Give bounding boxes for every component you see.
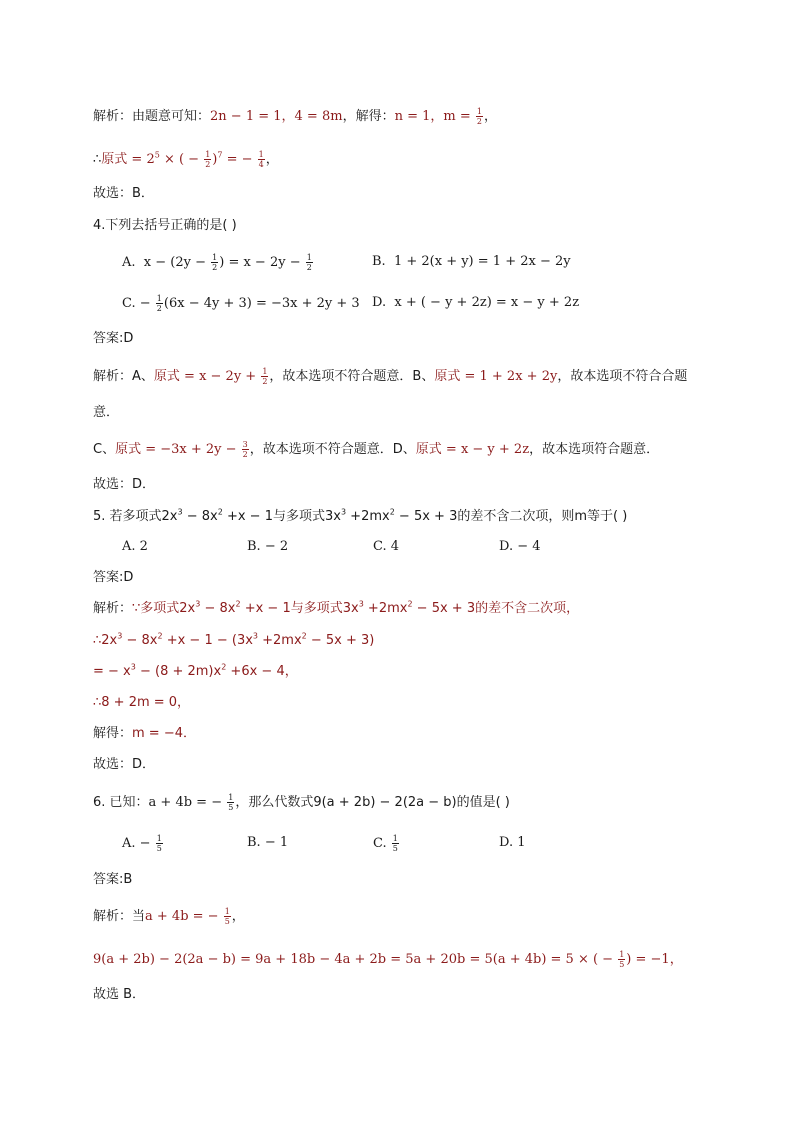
punct: ， (265, 152, 279, 167)
q5-option-b: B. − 2 (247, 539, 289, 554)
q6-option-c: C. $\frac{1}{5}$ (373, 834, 398, 853)
result-expression: 原式 = $2^5$ × ( − $\frac{1}{2}$ )$^7$ = − $\frac{1}{4}$ (101, 150, 264, 169)
q5-stem: 5. 若多项式$2x^3 - 8x^2 +x - 1$与多项式$3x^3 +2mx^2 - 5x + 3$的差不含二次项，则m等于( ) (93, 507, 628, 524)
q4-analysis-wrap: 意． (93, 405, 120, 420)
q5-analysis-line-4: ∴8 + 2m = 0， (93, 695, 191, 710)
q6-option-b: B. − 1 (247, 835, 289, 850)
analysis-text: 由题意可知： (132, 109, 211, 124)
q5-analysis-line-3: = − $x^3 - (8 + 2m)x^2 +6x - 4$， (93, 662, 298, 679)
equation: 2n − 1 = 1，4 = 8m (210, 109, 343, 124)
q4-answer: 答案:D (93, 331, 134, 346)
q4-analysis-line-1: 解析：A、原式 = x − 2y + $\frac{1}{2}$ ，故本选项不符合题意．B、原式 = 1 + 2x + 2y，故本选项不符合合题 (93, 367, 688, 386)
q3-choice: 故选：B． (93, 186, 154, 201)
solution: n = 1，m = $\frac{1}{2}$ (394, 107, 482, 126)
q6-analysis-line-1: 解析：当a + 4b = − $\frac{1}{5}$ ， (93, 907, 245, 926)
q3-result-line (93, 150, 279, 169)
q5-choice: 故选：D． (93, 757, 156, 772)
q5-analysis-line-1: 解析：∵多项式$2x^3 - 8x^2 +x - 1$与多项式$3x^3 +2mx^2 - 5x + 3$的差不含二次项， (93, 599, 580, 616)
q6-choice: 故选 B． (93, 987, 146, 1002)
q4-option-d: D. x + ( − y + 2z) = x − y + 2z (372, 295, 580, 310)
q6-option-a: A. − $\frac{1}{5}$ (122, 834, 162, 853)
q4-option-c: C. − $\frac{1}{2}$ (6x − 4y + 3) = −3x + 2y + 3 (122, 294, 360, 313)
q4-stem: 4.下列去括号正确的是( ) (93, 218, 237, 233)
q5-option-c: C. 4 (373, 539, 400, 554)
analysis-label: 解析： (93, 109, 133, 124)
q4-option-a: A. x − (2y − $\frac{1}{2}$ ) = x − 2y − $\frac{1}{2}$ (122, 253, 312, 272)
q5-analysis-line-2: $\therefore 2x^3 - 8x^2 +x - 1 - (3x^3 +2mx^2 - 5x + 3)$ (93, 631, 375, 648)
q6-analysis-line-2: 9(a + 2b) − 2(2a − b) = 9a + 18b − 4a + 2b = 5a + 20b = 5(a + 4b) = 5 × ( − $\frac{1}{5}$ ) = −1， (93, 950, 683, 969)
q5-option-a: A. 2 (122, 539, 148, 554)
q5-option-d: D. − 4 (499, 539, 541, 554)
therefore-symbol: ∴ (93, 152, 102, 167)
q6-answer: 答案:B (93, 872, 133, 887)
q4-analysis-line-2: C、原式 = −3x + 2y − $\frac{3}{2}$ ，故本选项不符合题意．D、原式 = x − y + 2z，故本选项符合题意． (93, 440, 660, 459)
q6-stem: 6. 已知：a + 4b = − $\frac{1}{5}$ ，那么代数式9(a + 2b) − 2(2a − b)的值是( ) (93, 793, 510, 812)
analysis-text: ，解得： (342, 109, 395, 124)
q4-choice: 故选：D． (93, 477, 156, 492)
q4-option-b: B. 1 + 2(x + y) = 1 + 2x − 2y (372, 254, 571, 269)
q3-analysis-line (93, 107, 497, 126)
punct: ， (483, 109, 497, 124)
q6-option-d: D. 1 (499, 835, 526, 850)
q5-analysis-line-5: 解得：m = −4． (93, 726, 197, 741)
q5-answer: 答案:D (93, 570, 134, 585)
